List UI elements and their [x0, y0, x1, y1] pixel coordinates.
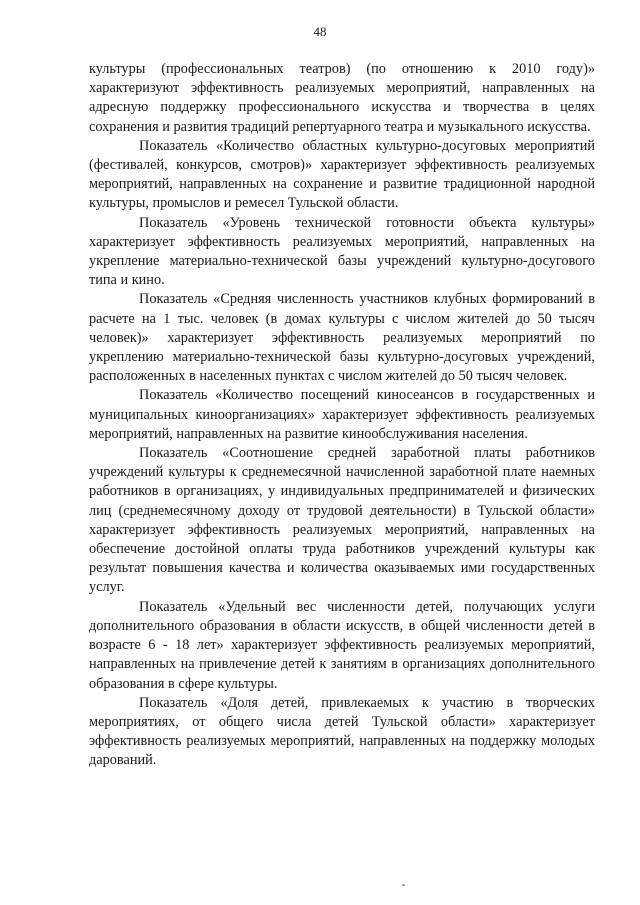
- paragraph-children-participation-indicator: Показатель «Доля детей, привлекаемых к участию в творческих мероприятиях, от общего числа детей Тульской области» характеризует эффективность реализуемых мероприятий, направленных на поддержку молодых дарований.: [89, 694, 595, 769]
- paragraph-continuation: культуры (профессиональных театров) (по отношению к 2010 году)» характеризуют эффективность реализуемых мероприятий, направленных на адресную поддержку профессионального искусства и творчества в целях сохранения и развития традиций репертуарного театра и музыкального искусства.: [89, 61, 595, 135]
- paragraph-children-education-indicator: Показатель «Удельный вес численности детей, получающих услуги дополнительного образования в области искусств, в общей численности детей в возрасте 6 - 18 лет» характеризует эффективность реализуемых мероприятий, направленных на привлечение детей к занятиям в организациях дополнительного образования в сфере культуры.: [89, 598, 595, 692]
- page-number: 48: [313, 24, 327, 39]
- paragraph-club-participants-indicator: Показатель «Средняя численность участников клубных формирований в расчете на 1 тыс. человек (в домах культуры с числом жителей до 50 тысяч человек)» характеризует эффективность реализуемых мероприятий по укреплению материально-технической базы культурно-досуговых учреждений, расположенных в населенных пунктах с числом жителей до 50 тысяч человек.: [89, 291, 595, 385]
- document-body: [89, 60, 595, 771]
- paragraph-cultural-events-indicator: Показатель «Количество областных культурно-досуговых мероприятий (фестивалей, конкурсов, смотров)» характеризует эффективность реализуемых мероприятий, направленных на сохранение и развитие традиционной народной культуры, промыслов и ремесел Тульской области.: [89, 137, 595, 212]
- paragraph-technical-readiness-indicator: Показатель «Уровень технической готовности объекта культуры» характеризует эффективность реализуемых мероприятий, направленных на укрепление материально-технической базы учреждений культурно-досугового типа и кино.: [89, 214, 595, 289]
- paragraph-cinema-visits-indicator: Показатель «Количество посещений киносеансов в государственных и муниципальных киноорганизациях» характеризует эффективность реализуемых мероприятий, направленных на развитие кинообслуживания населения.: [89, 387, 595, 442]
- scan-artifact: [402, 884, 405, 886]
- paragraph-salary-ratio-indicator: Показатель «Соотношение средней заработной платы работников учреждений культуры к среднемесячной начисленной заработной плате наемных работников в организациях, у индивидуальных предпринимателей и физических лиц (среднемесячному доходу от трудовой деятельности) в Тульской области» характеризует эффективность реализуемых мероприятий, направленных на обеспечение достойной оплаты труда работников учреждений культуры как результат повышения качества и количества оказываемых ими государственных услуг.: [89, 445, 595, 596]
